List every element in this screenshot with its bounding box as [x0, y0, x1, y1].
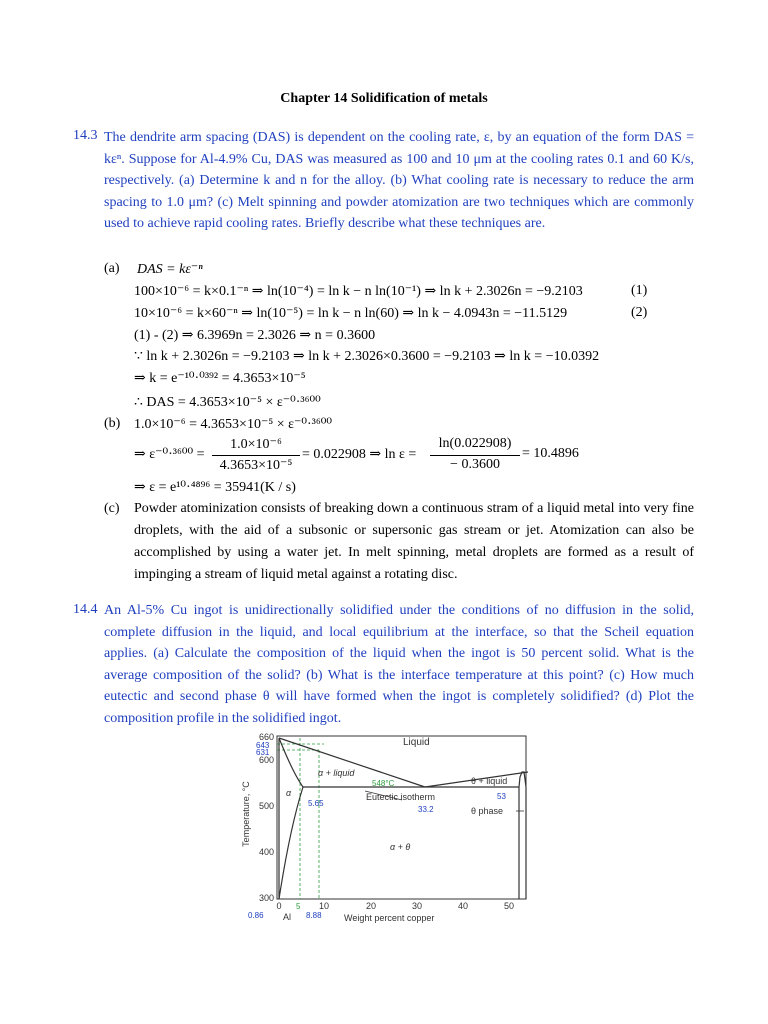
annotation-5: 5 [296, 902, 301, 911]
x-tick-40: 40 [457, 901, 469, 911]
solution-b-line-2-lhs: ⇒ ε⁻⁰·³⁶⁰⁰ = [134, 447, 205, 462]
problem-14-4-number: 14.4 [73, 602, 98, 617]
x-tick-10: 10 [318, 901, 330, 911]
solution-a-line-1: DAS = kε⁻ⁿ [137, 262, 203, 277]
x-tick-30: 30 [411, 901, 423, 911]
y-tick-500: 500 [258, 801, 274, 811]
region-alpha-theta: α + θ [390, 842, 411, 852]
solution-a-line-2: 100×10⁻⁶ = k×0.1⁻ⁿ ⇒ ln(10⁻⁴) = ln k − n ln(10⁻¹) ⇒ ln k + 2.3026n = −9.2103 [134, 284, 583, 299]
plot-frame [277, 736, 526, 899]
y-tick-400: 400 [258, 847, 274, 857]
fraction-2-denominator: − 0.3600 [450, 457, 500, 472]
chapter-title: Chapter 14 Solidification of metals [280, 91, 488, 106]
problem-14-3-number: 14.3 [73, 128, 98, 143]
annotation-643: 643 [256, 741, 270, 750]
fraction-2-bar [430, 455, 520, 456]
solution-a-line-4: (1) - (2) ⇒ 6.3969n = 2.3026 ⇒ n = 0.3600 [134, 328, 376, 343]
y-tick-600: 600 [258, 755, 274, 765]
solution-a-line-6: ⇒ k = e⁻¹⁰·⁰³⁹² = 4.3653×10⁻⁵ [134, 371, 306, 386]
problem-14-3-text: The dendrite arm spacing (DAS) is dependent on the cooling rate, ε, by an equation of the form DAS = kεⁿ. Suppose for Al-4.9% Cu, DAS was measured as 100 and 10 μm at the cooling rates 0.1 and 60 K/s, respectively. (a) Determine k and n for the alloy. (b) What cooling rate is necessary to reduce the arm spacing to 1.0 μm? (c) Melt spinning and powder atomization are two techniques which are commonly used to achieve rapid cooling rates. Briefly describe what these techniques are. [104, 130, 694, 232]
eutectic-isotherm-label: Eutectic isotherm [366, 792, 436, 802]
solution-b-marker: (b) [104, 416, 121, 431]
annotation-631: 631 [256, 748, 270, 757]
theta-phase-boundary [519, 772, 526, 899]
y-tick-660: 660 [258, 732, 274, 742]
y-tick-300: 300 [258, 893, 274, 903]
solution-b-line-2-mid: = 0.022908 ⇒ ln ε = [302, 447, 417, 462]
equation-number-2: (2) [631, 305, 648, 320]
annotation-53: 53 [497, 792, 506, 801]
solvus [279, 787, 303, 899]
solution-a-line-7: ∴ DAS = 4.3653×10⁻⁵ × ε⁻⁰·³⁶⁰⁰ [134, 395, 321, 410]
solution-b-line-2-rhs: = 10.4896 [522, 446, 579, 461]
fraction-1-denominator: 4.3653×10⁻⁵ [219, 458, 293, 473]
annotation-8-88: 8.88 [306, 911, 322, 920]
fraction-1-numerator: 1.0×10⁻⁶ [230, 437, 282, 452]
fraction-1-bar [212, 455, 300, 456]
region-theta-liquid: θ + liquid [471, 776, 508, 786]
x-axis-label: Weight percent copper [344, 913, 435, 923]
annotation-548: 548°C [372, 779, 395, 788]
x-tick-20: 20 [365, 901, 377, 911]
solution-a-marker: (a) [104, 261, 120, 276]
solution-c-text: Powder atominization consists of breaking down a continuous stram of a liquid metal into very fine droplets, with the aid of a subsonic or supersonic gas stream or jet. Atomization can also be accomplished by using a water jet. In melt spinning, metal droplets are formed as a result of impinging a stream of liquid metal against a rotating disc. [134, 501, 694, 582]
annotation-5-65: 5.65 [308, 799, 324, 808]
solution-c-marker: (c) [104, 501, 120, 516]
solution-b-line-1: 1.0×10⁻⁶ = 4.3653×10⁻⁵ × ε⁻⁰·³⁶⁰⁰ [134, 417, 332, 432]
region-liquid: Liquid [403, 737, 430, 748]
annotation-33-2: 33.2 [418, 805, 434, 814]
region-theta-phase: θ phase [471, 806, 504, 816]
al-cu-phase-diagram [238, 728, 530, 924]
al-label: Al [283, 912, 292, 922]
solution-b-line-3: ⇒ ε = e¹⁰·⁴⁸⁹⁶ = 35941(K / s) [134, 480, 296, 495]
y-axis-label: Temperature, °C [241, 781, 251, 847]
x-tick-50: 50 [503, 901, 515, 911]
solution-a-line-5: ∵ ln k + 2.3026n = −9.2103 ⇒ ln k + 2.3026×0.3600 = −9.2103 ⇒ ln k = −10.0392 [134, 349, 600, 364]
region-alpha: α [286, 788, 292, 798]
annotation-0-86: 0.86 [248, 911, 264, 920]
region-alpha-liquid: α + liquid [318, 768, 355, 778]
x-tick-0: 0 [276, 901, 282, 911]
solution-a-line-3: 10×10⁻⁶ = k×60⁻ⁿ ⇒ ln(10⁻⁵) = ln k − n ln(60) ⇒ ln k − 4.0943n = −11.5129 [134, 306, 568, 321]
problem-14-4-text: An Al-5% Cu ingot is unidirectionally solidified under the conditions of no diffusion in the solid, complete diffusion in the liquid, and local equilibrium at the interface, so that the Scheil equation applies. (a) Calculate the composition of the liquid when the ingot is 50 percent solid. What is the average composition of the solid? (b) What is the interface temperature at this point? (c) How much eutectic and second phase θ will have formed when the ingot is completely solidified? (d) Plot the composition profile in the solidified ingot. [104, 603, 694, 726]
equation-number-1: (1) [631, 283, 648, 298]
fraction-2-numerator: ln(0.022908) [438, 436, 512, 451]
